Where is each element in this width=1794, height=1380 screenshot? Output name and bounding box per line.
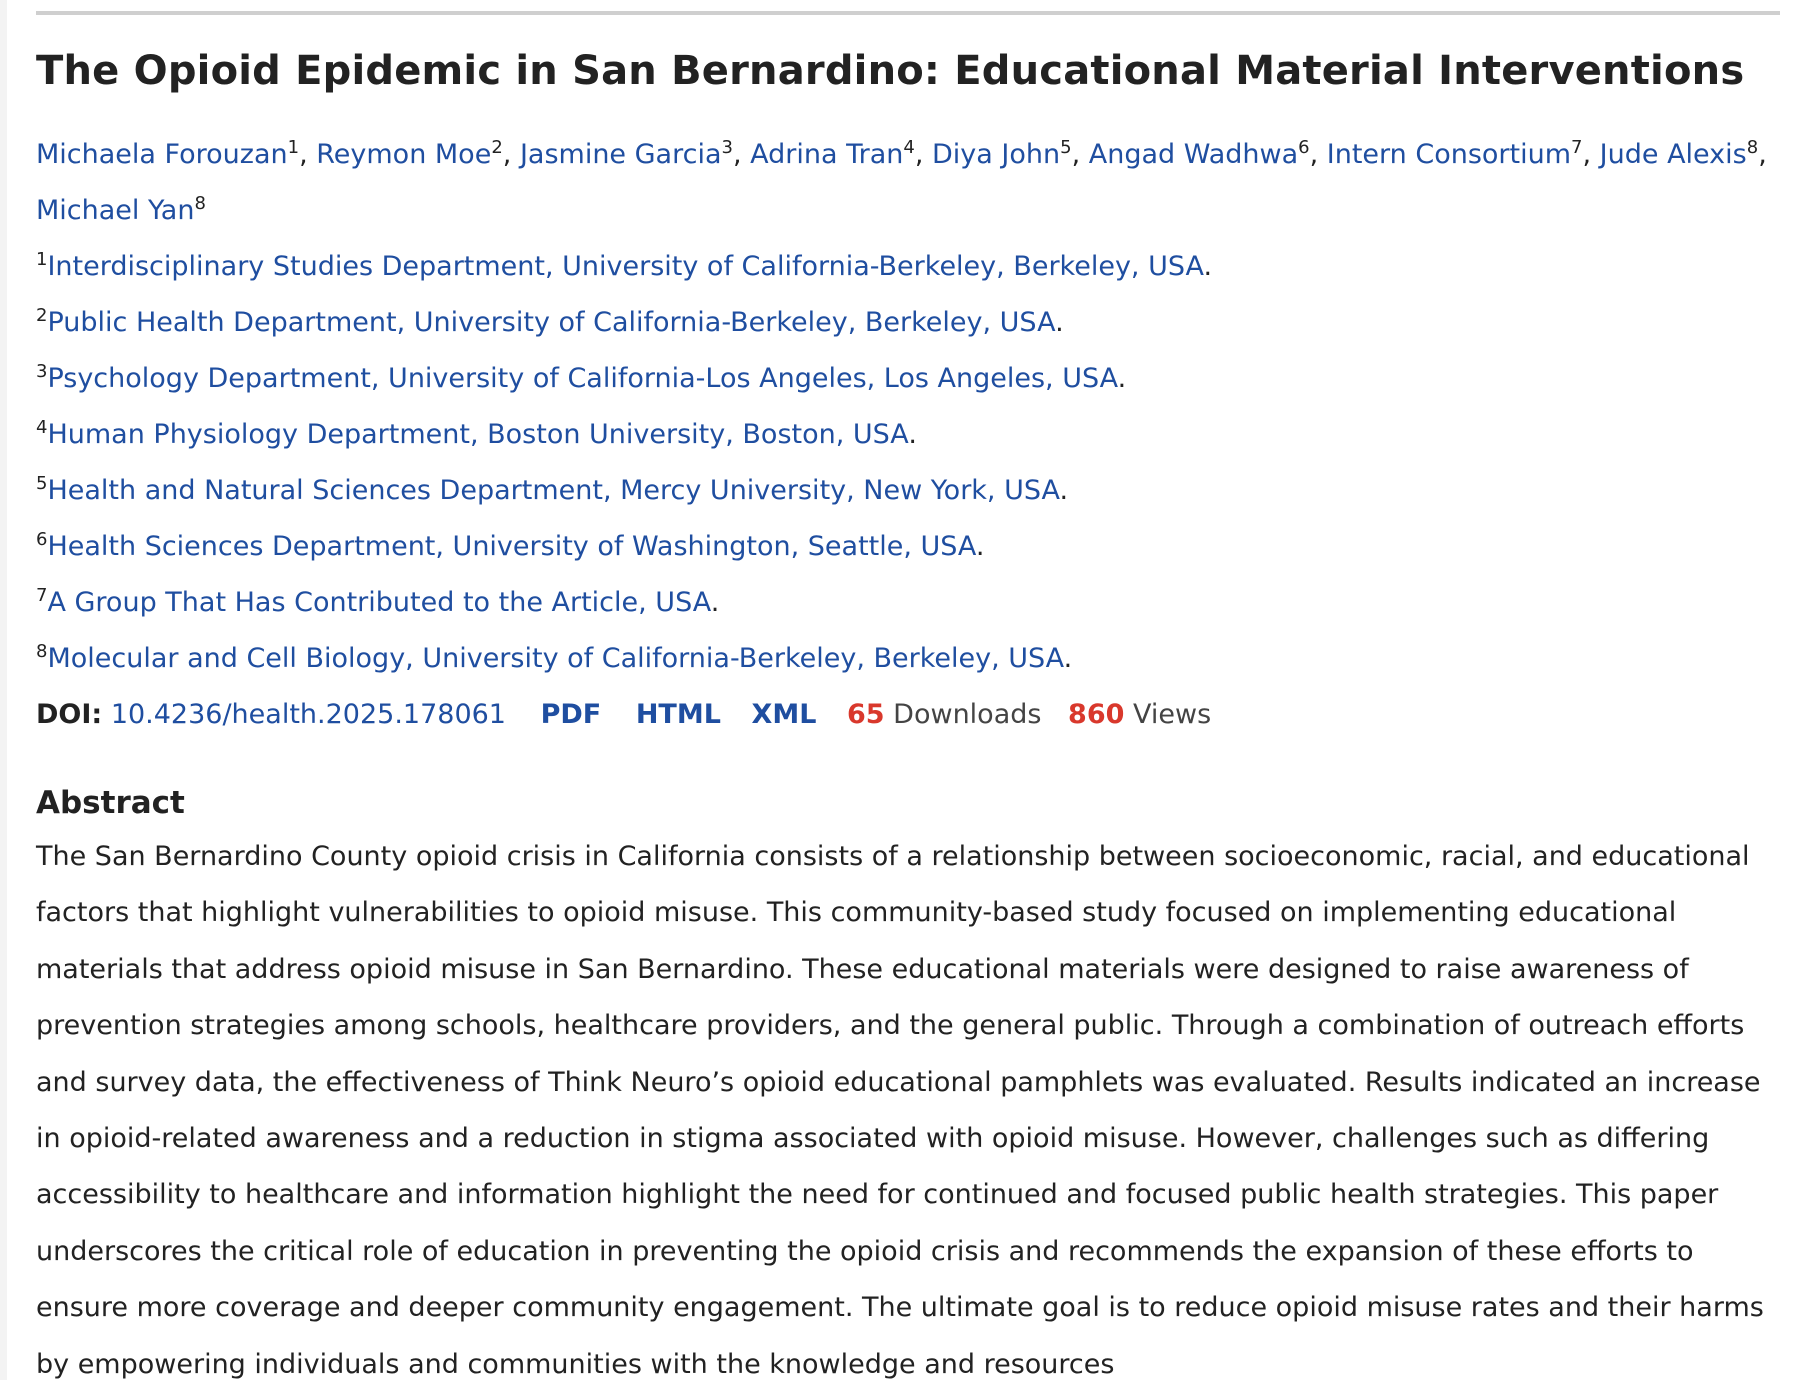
author-sup: 1 [287,137,300,158]
affiliation-link[interactable]: A Group That Has Contributed to the Article, USA [47,587,711,618]
author-sup: 4 [903,137,915,158]
author-sup: 5 [1060,137,1072,158]
article-title: The Opioid Epidemic in San Bernardino: Educational Material Interventions [36,48,1745,94]
author-link[interactable]: Reymon Moe [316,139,492,170]
views-count: 860 [1068,699,1125,730]
affiliation-link[interactable]: Health Sciences Department, University of Washington, Seattle, USA [47,531,976,562]
author-link[interactable]: Michael Yan [36,195,195,226]
doi-link[interactable]: 10.4236/health.2025.178061 [110,699,506,730]
affiliation-item: $^6$Health Sciences Department, University of Washington, Seattle, USA. [36,529,985,562]
affiliation-link[interactable]: Molecular and Cell Biology, University of California-Berkeley, Berkeley, USA [47,643,1064,674]
affiliation-link[interactable]: Interdisciplinary Studies Department, University of California-Berkeley, Berkeley, USA [47,251,1204,282]
affiliation-link[interactable]: Health and Natural Sciences Department, Mercy University, New York, USA [47,475,1060,506]
top-divider [36,0,1780,15]
article-page [36,0,1780,1380]
doi-label: DOI: [36,699,103,730]
author-link[interactable]: Michaela Forouzan [36,139,288,170]
xml-link[interactable]: XML [751,699,817,730]
affiliation-list [36,239,1780,687]
author-link[interactable]: Adrina Tran [750,139,904,170]
affiliation-sup: 8 [36,641,48,662]
affiliation-sup: 7 [36,585,48,606]
affiliation-item: $^8$Molecular and Cell Biology, University of California-Berkeley, Berkeley, USA. [36,641,1073,674]
abstract-heading: Abstract [36,785,185,821]
affiliation-item: $^4$Human Physiology Department, Boston University, Boston, USA. [36,417,917,450]
author-sup: 7 [1571,137,1583,158]
affiliation-link[interactable]: Psychology Department, University of California-Los Angeles, Los Angeles, USA [47,363,1118,394]
left-margin-rule [0,0,7,1380]
author-sup: 8 [1746,137,1759,158]
affiliation-link[interactable]: Human Physiology Department, Boston University, Boston, USA [47,419,909,450]
author-sup: 3 [721,137,733,158]
affiliation-sup: 1 [36,249,48,270]
author-sup: 2 [491,137,503,158]
abstract-text: The San Bernardino County opioid crisis in California consists of a relationship between socioeconomic, racial, and educational factors that highlight vulnerabilities to opioid misuse. This community-based study focused on implementing educational materials that address opioid misuse in San Bernardino. These educational materials were designed to raise awareness of prevention strategies among schools, healthcare providers, and the general public. Through a combination of outreach efforts and survey data, the effectiveness of Think Neuro’s opioid educational pamphlets was evaluated. Results indicated an increase in opioid-related awareness and a reduction in stigma associated with opioid misuse. However, challenges such as differing accessibility to healthcare and information highlight the need for continued and focused public health strategies. This paper underscores the critical role of education in preventing the opioid crisis and recommends the expansion of these efforts to ensure more coverage and deeper community engagement. The ultimate goal is to reduce opioid misuse rates and their harms by empowering individuals and communities with the knowledge and resources [36,841,1764,1380]
affiliation-sup: 6 [36,529,48,550]
affiliation-item: $^7$A Group That Has Contributed to the Article, USA. [36,585,720,618]
pdf-link[interactable]: PDF [540,699,602,730]
affiliation-item: $^2$Public Health Department, University of California-Berkeley, Berkeley, USA. [36,305,1064,338]
author-link[interactable]: Angad Wadhwa [1088,139,1299,170]
author-link[interactable]: Diya John [932,139,1061,170]
affiliation-link[interactable]: Public Health Department, University of California-Berkeley, Berkeley, USA [47,307,1056,338]
affiliation-sup: 2 [36,305,48,326]
html-link[interactable]: HTML [635,699,721,730]
author-link[interactable]: Intern Consortium [1326,139,1572,170]
author-link[interactable]: Jasmine Garcia [519,139,722,170]
author-link[interactable]: Jude Alexis [1599,139,1747,170]
author-list: Michaela Forouzan$^1$, Reymon Moe$^2$, Jasmine Garcia$^3$, Adrina Tran$^4$, Diya John$^5$, Angad Wadhwa$^6$, Intern Consortium$^7$, Jude Alexis$^8$, Michael Yan$^8$ [36,137,1767,226]
affiliation-sup: 4 [36,417,48,438]
downloads-count: 65 [847,699,885,730]
author-sup: 6 [1298,137,1310,158]
author-sup: 8 [194,193,206,214]
views-label: Views [1133,699,1212,730]
affiliation-item: $^5$Health and Natural Sciences Department, Mercy University, New York, USA. [36,473,1069,506]
affiliation-sup: 3 [36,361,48,382]
affiliation-item: $^3$Psychology Department, University of California-Los Angeles, Los Angeles, USA. [36,361,1127,394]
affiliation-item: $^1$Interdisciplinary Studies Department, University of California-Berkeley, Berkeley, USA. [36,249,1213,282]
downloads-label: Downloads [893,699,1042,730]
doi-row [36,687,1780,743]
affiliation-sup: 5 [36,473,48,494]
